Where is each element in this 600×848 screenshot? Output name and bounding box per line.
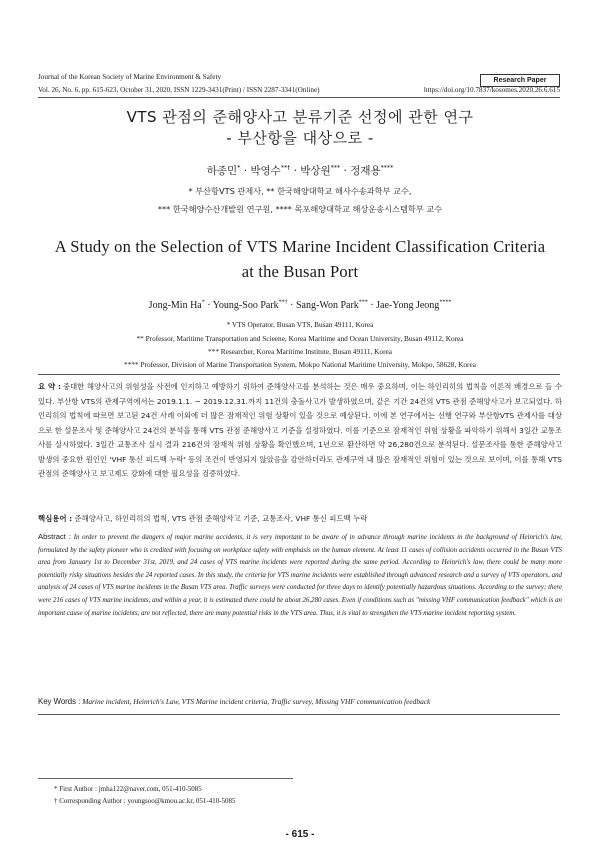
english-abstract	[38, 531, 562, 620]
korean-abstract	[38, 380, 562, 482]
research-paper-badge: Research Paper	[480, 74, 560, 87]
english-affiliation-4: **** Professor, Division of Marine Transportation System, Mokpo National Maritime University, Mokpo, 58628, Korea	[124, 360, 476, 369]
volume-info: Vol. 26, No. 6, pp. 615-623, October 31, 2020, ISSN 1229-3431(Print) / ISSN 2287-3341(Online)	[38, 86, 320, 94]
english-authors: Jong-Min Ha* · Young-Soo Park**† · Sang-Won Park*** · Jae-Yong Jeong****	[148, 299, 452, 311]
author-name: 박영수	[250, 165, 281, 177]
korean-keywords-text: 준해양사고, 하인리히의 법칙, VTS 관점 준해양사고 기준, 교통조사, VHF 통신 피드백 누락	[74, 514, 368, 523]
abstract-divider-top	[38, 374, 560, 375]
english-title-line2: at the Busan Port	[241, 262, 359, 281]
english-abstract-text: In order to prevent the dangers of major marine accidents, it is very important to be aware of in advance through marine incidents in the background of Heinrich's law, formulated by the safety pioneer who is credited with focusing on workplace safety with emphasis on the human element. At least 11 cases of collision accidents occurred in the Busan VTS area from January 1st to December 31st, 2019, and 24 cases of VTS marine incidents were reported during the same period. According to Heinrich's law, there could be many more potentially risky situations besides the 24 reported cases. In this study, the criteria for VTS marine incidents were established through advanced research and a survey of VTS operators, and analysis of 24 cases of VTS marine incidents in the Busan VTS area. Traffic surveys were conducted for three days to identify potentially hazardous situations. According to the survey; there were 216 cases of VTS marine incidents, and within a year, it is estimated there could be about 26,280 cases. Even if conditions such as "missing VHF communication feedback" which is an important cause of marine incidents, are not reflected, there are many potential risks in the VTS area. Thus, it is vital to strengthen the VTS marine incident reporting system.	[38, 534, 562, 617]
korean-authors: 하종민* · 박영수**† · 박상원*** · 정재용****	[206, 164, 394, 177]
english-affiliation-3: *** Researcher, Korea Maritime Institute, Busan 49111, Korea	[208, 347, 392, 356]
footnote-first-author: * First Author : jmha122@naver.com, 051-410-5085	[54, 785, 202, 793]
english-keywords-label: Key Words :	[38, 697, 81, 706]
korean-keywords	[38, 513, 367, 524]
english-affiliation-2: ** Professor, Maritime Transportation and Scieene, Korea Maritime and Ocean University, Busan 49112, Korea	[136, 334, 464, 343]
header-divider	[38, 97, 560, 98]
journal-name: Journal of the Korean Society of Marine Environment & Safety	[38, 73, 222, 81]
author-name: 정재용	[350, 165, 381, 177]
korean-abstract-label: 요 약 :	[38, 382, 61, 391]
english-title-line1: A Study on the Selection of VTS Marine Incident Classification Criteria	[54, 237, 546, 256]
korean-affiliation-1: * 부산항VTS 관제사, ** 한국해양대학교 해사수송과학부 교수,	[188, 186, 412, 196]
english-abstract-label: Abstract :	[38, 532, 72, 541]
doi-link[interactable]: https://doi.org/10.7837/kosomes.2020.26.6.615	[423, 86, 560, 94]
footnote-divider	[38, 778, 293, 779]
korean-title: VTS 관점의 준해양사고 분류기준 선정에 관한 연구	[126, 108, 474, 126]
korean-abstract-text: 중대한 해양사고의 위험성을 사전에 인지하고 예방하기 위하여 준해양사고를 분석하는 것은 매우 중요하며, 이는 하인리히의 법칙을 이론적 배경으로 들 수 있다. 부산항 VTS의 관제구역에서는 2019.1.1. ~ 2019.12.31.까지 11건의 충돌사고가 발생하였으며, 같은 기간 24건의 VTS 관점 준해양사고가 보고되었다. 하인리히의 법칙에 따르면 보고된 24건 사례 이외에 더 많은 잠재적인 위험 상황이 있을 것으로 예상된다. 이에 본 연구에서는 선행 연구와 부산항VTS 관제사를 대상으로 한 설문조사 및 준해양사고 24건의 분석을 통해 VTS 관점 준해양사고 기준을 설정하였다. 이를 기준으로 잠재적인 위험 상황을 파악하기 위해서 3일간 교통조사를 실시하였다. 3일간 교통조사 실시 결과 216건의 잠재적 위험 상황을 확인했으며, 1년으로 환산하면 약 26,280건으로 분석된다. 설문조사를 통한 준해양사고 발생의 중요한 원인인 'VHF 통신 피드백 누락' 등의 조건이 반영되지 않았음을 감안하더라도 관제구역 내 많은 잠재적인 위험이 있는 것으로 보이며, 이를 통해 VTS 관점의 준해양사고 보고제도 강화에 대한 필요성을 검증하였다.	[38, 382, 562, 478]
author-name: 하종민	[206, 165, 238, 177]
footnote-corresponding-author: † Corresponding Author : youngsoo@kmou.ac.kr, 051-410-5085	[54, 797, 236, 805]
korean-keywords-label: 핵심용어 :	[38, 514, 73, 523]
abstract-divider-bottom	[38, 714, 560, 715]
english-keywords	[38, 697, 430, 706]
korean-subtitle: - 부산항을 대상으로 -	[226, 129, 374, 147]
korean-affiliation-2: *** 한국해양수산개발원 연구원, **** 목포해양대학교 해상운송시스템학부 교수	[157, 204, 443, 214]
english-affiliation-1: * VTS Operator, Busan VTS, Busan 49111, Korea	[226, 320, 374, 329]
author-name: 박상원	[300, 165, 331, 177]
page-number: - 615 -	[285, 829, 315, 840]
english-keywords-text: Marine incident, Heinrich's Law, VTS Marine incident criteria, Traffic survey, Missing VHF communication feedback	[82, 697, 431, 706]
